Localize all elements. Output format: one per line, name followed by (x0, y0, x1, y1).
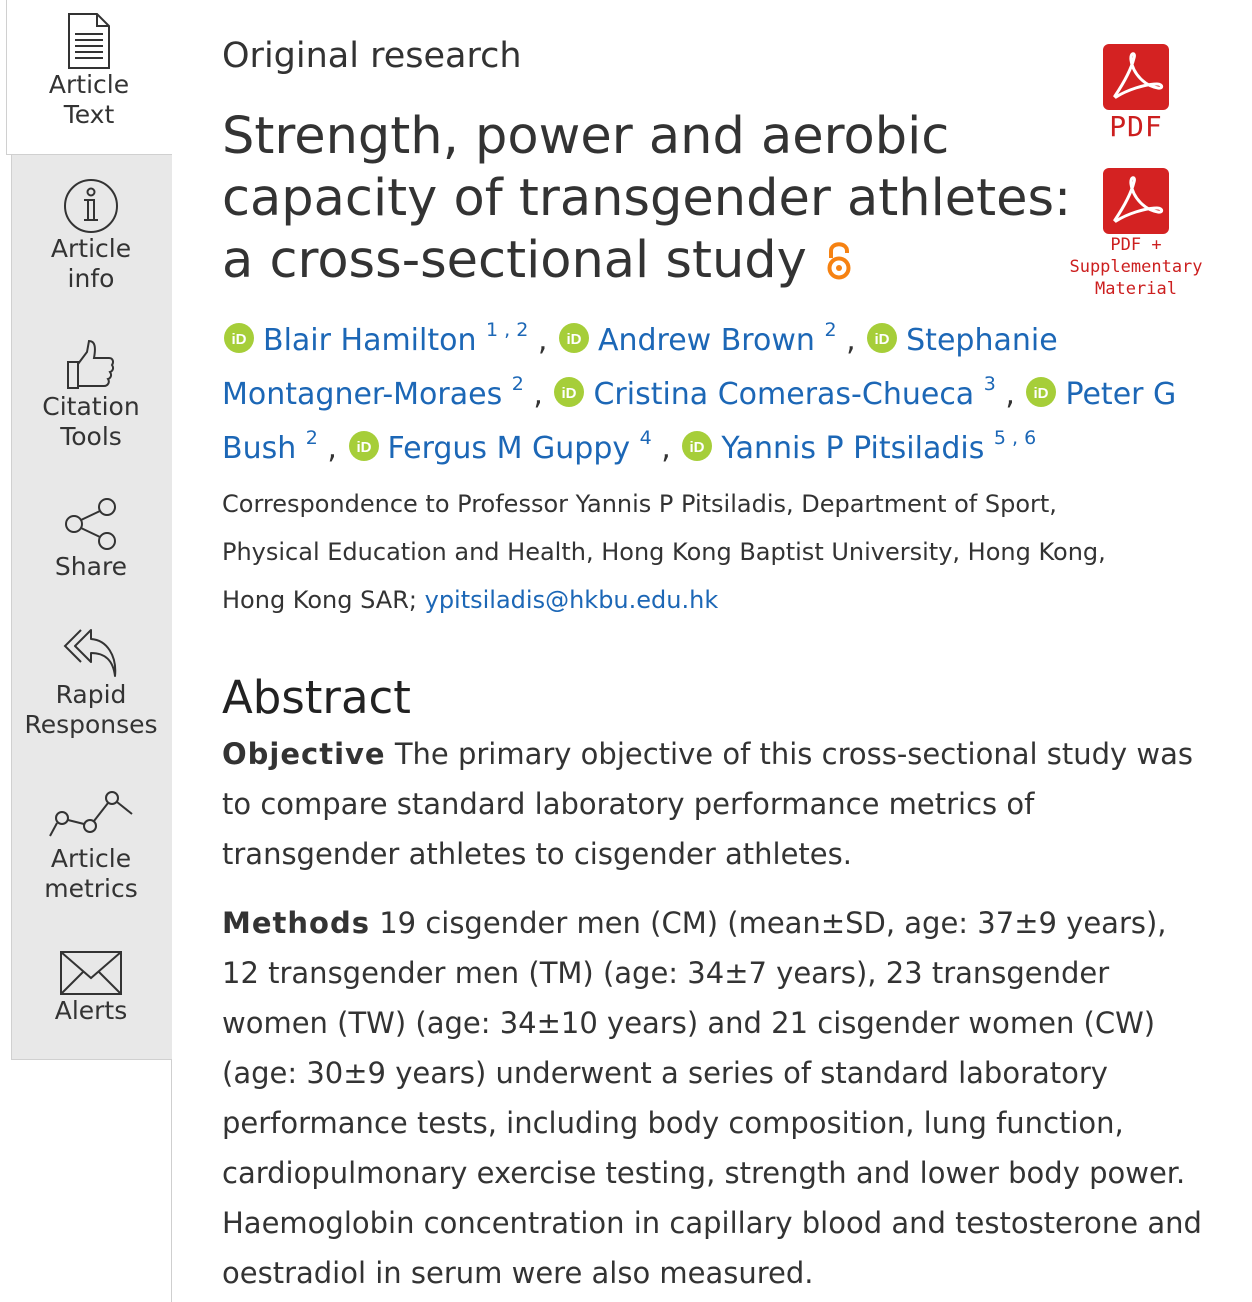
author-link[interactable]: Peter G Bush (222, 377, 1177, 466)
affiliation-ref[interactable]: 1 , 2 (486, 319, 529, 341)
pdf-icon (1103, 168, 1169, 234)
author-list: iD Blair Hamilton $^{1 , 2}$ , iD Andrew Brown $^2$ , iD Stephanie Montagner-Moraes $^2$ , iD Cristina Comeras-Chueca $^3$ , iD Peter G Bush $^2$ , iD Fergus M Guppy $^4$ , iD Yannis P Pitsiladis $^{5 , 6}$ (222, 319, 1177, 466)
svg-text:iD: iD (874, 331, 890, 348)
orcid-icon[interactable] (682, 431, 712, 461)
sidebar-item-label: Alerts (54, 996, 128, 1025)
affiliation-ref[interactable]: 2 (305, 427, 318, 449)
reply-all-icon (61, 626, 121, 680)
article-sidebar (0, 0, 172, 1302)
orcid-icon[interactable] (867, 323, 897, 353)
abstract-heading: Abstract (222, 671, 411, 724)
article-title-text: Strength, power and aerobic capacity of transgender athletes: a cross-sectional study (222, 107, 1072, 290)
open-access-icon (825, 241, 853, 281)
sidebar-item-label: Share (54, 552, 128, 581)
sidebar-item-label: Citation Tools (42, 392, 140, 451)
abstract-objective (222, 729, 1212, 879)
sidebar-item-alerts[interactable] (11, 950, 171, 1026)
affiliation-ref[interactable]: 2 (511, 373, 524, 395)
methods-text: 19 cisgender men (CM) (mean±SD, age: 37±9 years), 12 transgender men (TM) (age: 34±7 years), 23 transgender women (TW) (age: 34±10 years) and 21 cisgender women (CW) (age: 30±9 years) underwent a series of standard laboratory performance tests, including body composition, lung function, cardiopulmonary exercise testing, strength and lower body power. Haemoglobin concentration in capillary blood and testosterone and oestradiol in serum were also measured. (222, 906, 1202, 1290)
pdf-supplementary-label: PDF + Supplementary Material (1069, 235, 1203, 299)
share-icon (63, 496, 119, 552)
methods-label: Methods (222, 906, 370, 940)
article-title (222, 106, 1072, 292)
pdf-supplementary-button[interactable] (1056, 168, 1216, 300)
svg-text:iD: iD (689, 439, 705, 456)
sidebar-item-rapid-responses[interactable] (11, 626, 171, 740)
abstract-methods (222, 898, 1212, 1298)
orcid-icon[interactable] (224, 323, 254, 353)
sidebar-item-share[interactable] (11, 496, 171, 582)
sidebar-item-label: Article info (50, 234, 132, 293)
affiliation-ref[interactable]: 5 , 6 (993, 427, 1037, 449)
sidebar-item-article-info[interactable] (11, 178, 171, 294)
affiliation-ref[interactable]: 3 (983, 373, 996, 395)
document-icon (66, 12, 112, 70)
pdf-label: PDF (1109, 110, 1163, 143)
orcid-icon[interactable] (559, 323, 589, 353)
objective-label: Objective (222, 737, 386, 771)
orcid-icon[interactable] (554, 377, 584, 407)
svg-text:iD: iD (566, 331, 582, 348)
svg-text:iD: iD (231, 331, 247, 348)
correspondence-text: Correspondence to Professor Yannis P Pitsiladis, Department of Sport, Physical Education and Health, Hong Kong Baptist University, Hong Kong, Hong Kong SAR; (222, 490, 1106, 614)
sidebar-item-citation-tools[interactable] (11, 338, 171, 452)
author-link[interactable]: Stephanie Montagner-Moraes (222, 323, 1058, 412)
sidebar-item-label: Rapid Responses (24, 680, 158, 739)
author-link[interactable]: Fergus M Guppy (387, 431, 631, 466)
svg-text:iD: iD (1033, 385, 1049, 402)
thumbs-up-icon (65, 338, 117, 392)
sidebar-item-article-metrics[interactable] (11, 786, 171, 904)
pdf-icon (1103, 44, 1169, 110)
envelope-icon (59, 950, 123, 996)
sidebar-item-label: Article Text (48, 70, 130, 129)
sidebar-item-label: Article metrics (44, 844, 138, 903)
author-link[interactable]: Andrew Brown (597, 323, 815, 358)
correspondence (222, 480, 1152, 624)
article-type: Original research (222, 36, 522, 76)
objective-text: The primary objective of this cross-sectional study was to compare standard laboratory performance metrics of transgender athletes to cisgender athletes. (222, 737, 1194, 871)
author-link[interactable]: Cristina Comeras-Chueca (593, 377, 975, 412)
affiliation-ref[interactable]: 2 (824, 319, 837, 341)
affiliation-ref[interactable]: 4 (639, 427, 652, 449)
line-chart-icon (48, 786, 134, 844)
pdf-download-button[interactable] (1096, 44, 1176, 143)
sidebar-item-article-text[interactable] (6, 12, 172, 130)
svg-text:iD: iD (356, 439, 371, 456)
orcid-icon[interactable] (349, 431, 379, 461)
svg-text:iD: iD (561, 385, 577, 402)
author-link[interactable]: Yannis P Pitsiladis (721, 431, 985, 466)
author-link[interactable]: Blair Hamilton (263, 323, 477, 358)
email-link[interactable]: ypitsiladis@hkbu.edu.hk (424, 586, 719, 614)
orcid-icon[interactable] (1026, 377, 1056, 407)
info-icon (63, 178, 119, 234)
